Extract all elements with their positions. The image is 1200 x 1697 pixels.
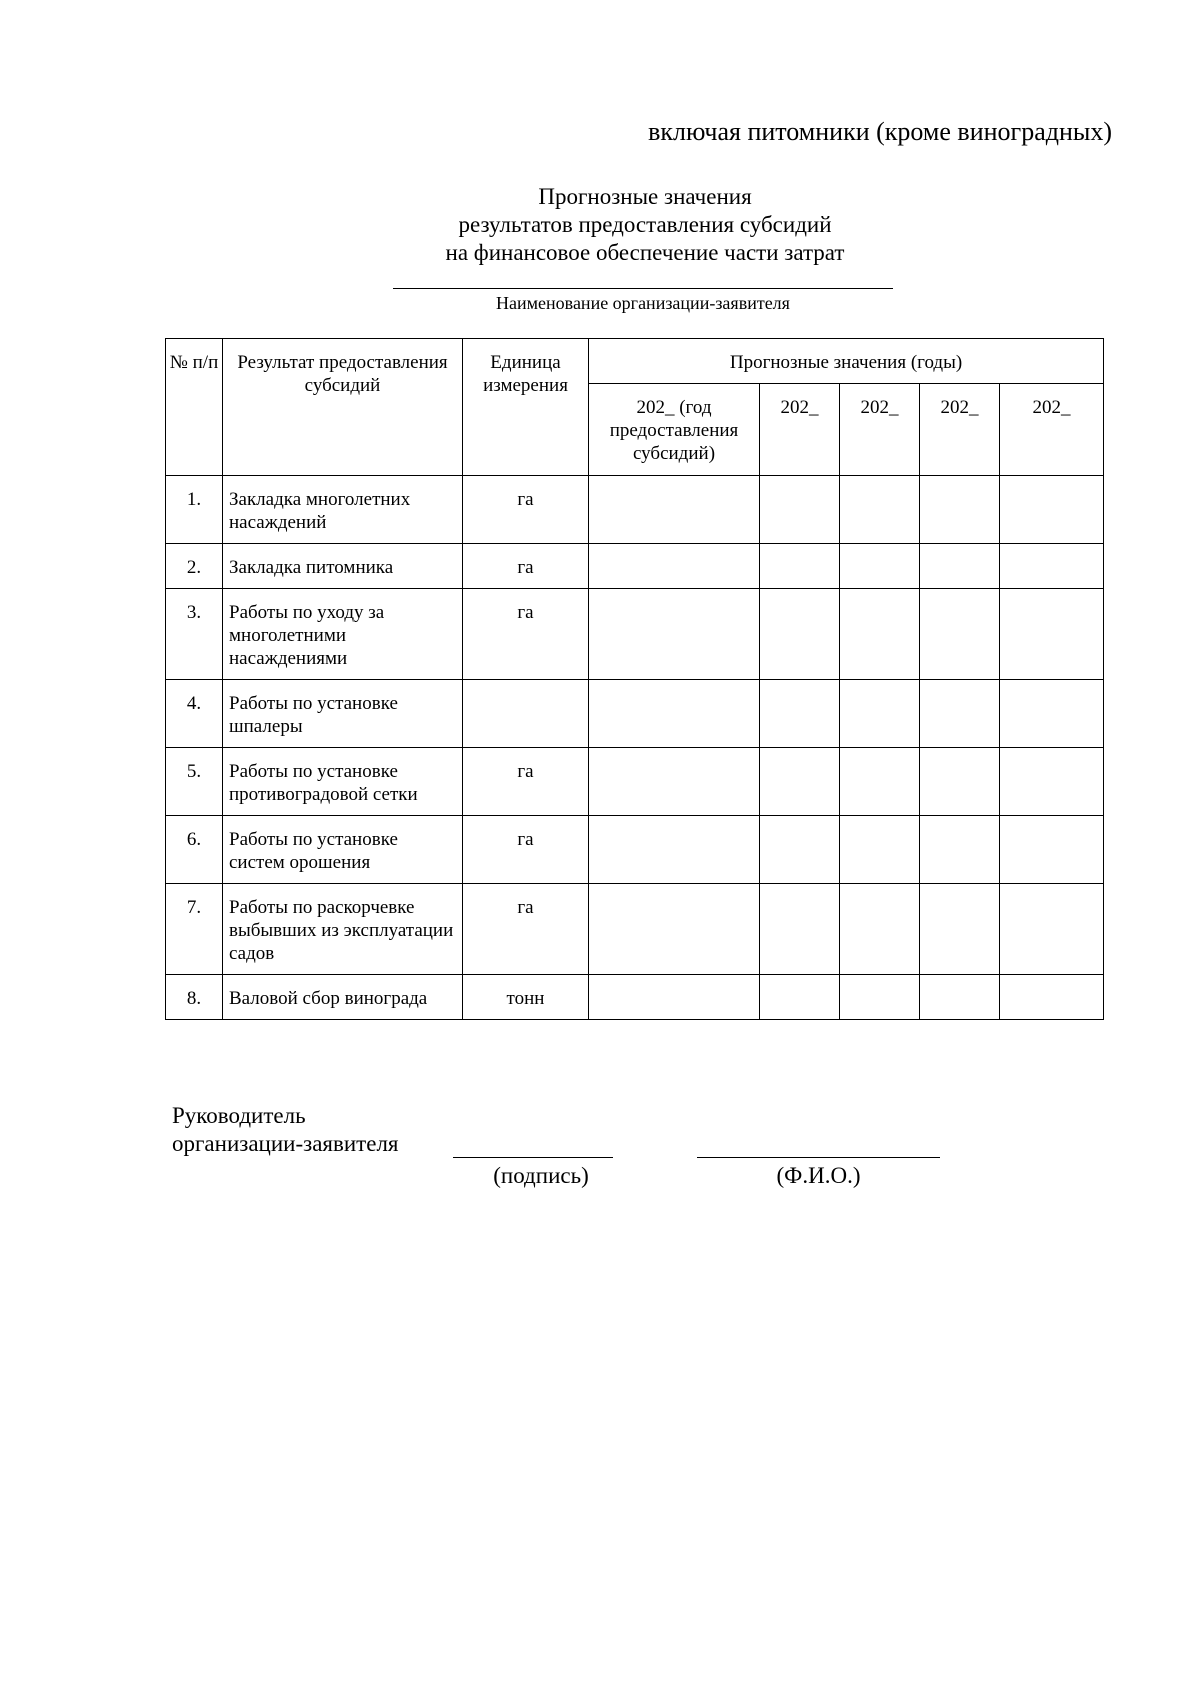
value-cell[interactable] bbox=[1000, 680, 1104, 748]
value-cell[interactable] bbox=[589, 589, 760, 680]
header-year-5: 202_ bbox=[1000, 384, 1104, 476]
title-line-3: на финансовое обеспечение части затрат bbox=[445, 240, 845, 265]
row-number: 5. bbox=[166, 748, 223, 816]
full-name-caption: (Ф.И.О.) bbox=[776, 1163, 861, 1188]
signature-caption: (подпись) bbox=[493, 1163, 589, 1188]
value-cell[interactable] bbox=[760, 884, 840, 975]
header-year-3: 202_ bbox=[840, 384, 920, 476]
row-unit: тонн bbox=[463, 975, 589, 1020]
value-cell[interactable] bbox=[920, 680, 1000, 748]
value-cell[interactable] bbox=[760, 589, 840, 680]
row-result: Работы по установке шпалеры bbox=[223, 680, 463, 748]
value-cell[interactable] bbox=[760, 816, 840, 884]
organization-name-line[interactable] bbox=[393, 288, 893, 289]
row-result: Валовой сбор винограда bbox=[223, 975, 463, 1020]
title-line-2: результатов предоставления субсидий bbox=[458, 212, 832, 237]
header-forecast: Прогнозные значения (годы) bbox=[589, 339, 1104, 384]
title-line-1: Прогнозные значения bbox=[538, 184, 752, 209]
full-name-line[interactable] bbox=[697, 1157, 940, 1158]
value-cell[interactable] bbox=[920, 748, 1000, 816]
header-num: № п/п bbox=[166, 339, 223, 476]
value-cell[interactable] bbox=[1000, 748, 1104, 816]
value-cell[interactable] bbox=[760, 748, 840, 816]
signature-role-line-1: Руководитель bbox=[172, 1103, 306, 1128]
document-title bbox=[300, 183, 990, 267]
value-cell[interactable] bbox=[840, 476, 920, 544]
row-unit: га bbox=[463, 884, 589, 975]
value-cell[interactable] bbox=[760, 544, 840, 589]
header-year-4: 202_ bbox=[920, 384, 1000, 476]
value-cell[interactable] bbox=[589, 476, 760, 544]
row-result: Работы по уходу за многолетними насаждениями bbox=[223, 589, 463, 680]
value-cell[interactable] bbox=[840, 544, 920, 589]
value-cell[interactable] bbox=[760, 680, 840, 748]
value-cell[interactable] bbox=[1000, 884, 1104, 975]
value-cell[interactable] bbox=[1000, 544, 1104, 589]
table-row bbox=[166, 748, 1104, 816]
value-cell[interactable] bbox=[920, 816, 1000, 884]
header-result: Результат предоставления субсидий bbox=[223, 339, 463, 476]
row-number: 1. bbox=[166, 476, 223, 544]
header-unit: Единица измерения bbox=[463, 339, 589, 476]
value-cell[interactable] bbox=[920, 884, 1000, 975]
row-number: 6. bbox=[166, 816, 223, 884]
row-unit: га bbox=[463, 748, 589, 816]
results-table bbox=[165, 338, 1104, 1020]
value-cell[interactable] bbox=[840, 816, 920, 884]
header-year-2: 202_ bbox=[760, 384, 840, 476]
table-row bbox=[166, 476, 1104, 544]
row-unit: га bbox=[463, 816, 589, 884]
table-row bbox=[166, 589, 1104, 680]
signature-role bbox=[172, 1102, 399, 1158]
row-unit: га bbox=[463, 544, 589, 589]
table-row bbox=[166, 816, 1104, 884]
value-cell[interactable] bbox=[1000, 816, 1104, 884]
value-cell[interactable] bbox=[589, 748, 760, 816]
value-cell[interactable] bbox=[920, 589, 1000, 680]
row-number: 4. bbox=[166, 680, 223, 748]
value-cell[interactable] bbox=[840, 589, 920, 680]
row-number: 3. bbox=[166, 589, 223, 680]
organization-caption: Наименование организации-заявителя bbox=[496, 293, 790, 313]
table-row bbox=[166, 680, 1104, 748]
value-cell[interactable] bbox=[840, 975, 920, 1020]
value-cell[interactable] bbox=[920, 476, 1000, 544]
row-unit: га bbox=[463, 476, 589, 544]
table-row bbox=[166, 544, 1104, 589]
row-number: 2. bbox=[166, 544, 223, 589]
row-result: Закладка многолетних насаждений bbox=[223, 476, 463, 544]
value-cell[interactable] bbox=[760, 476, 840, 544]
row-result: Работы по установке систем орошения bbox=[223, 816, 463, 884]
value-cell[interactable] bbox=[589, 544, 760, 589]
row-result: Закладка питомника bbox=[223, 544, 463, 589]
value-cell[interactable] bbox=[589, 680, 760, 748]
value-cell[interactable] bbox=[1000, 589, 1104, 680]
value-cell[interactable] bbox=[840, 884, 920, 975]
value-cell[interactable] bbox=[840, 748, 920, 816]
value-cell[interactable] bbox=[920, 544, 1000, 589]
row-result: Работы по установке противоградовой сетки bbox=[223, 748, 463, 816]
table-row bbox=[166, 975, 1104, 1020]
value-cell[interactable] bbox=[589, 816, 760, 884]
value-cell[interactable] bbox=[589, 884, 760, 975]
row-unit bbox=[463, 680, 589, 748]
value-cell[interactable] bbox=[589, 975, 760, 1020]
row-number: 8. bbox=[166, 975, 223, 1020]
row-number: 7. bbox=[166, 884, 223, 975]
value-cell[interactable] bbox=[1000, 476, 1104, 544]
row-unit: га bbox=[463, 589, 589, 680]
value-cell[interactable] bbox=[840, 680, 920, 748]
signature-role-line-2: организации-заявителя bbox=[172, 1131, 399, 1156]
signature-line[interactable] bbox=[453, 1157, 613, 1158]
row-result: Работы по раскорчевке выбывших из эксплуатации садов bbox=[223, 884, 463, 975]
table-row bbox=[166, 884, 1104, 975]
value-cell[interactable] bbox=[1000, 975, 1104, 1020]
header-year-1: 202_ (год предоставления субсидий) bbox=[589, 384, 760, 476]
value-cell[interactable] bbox=[760, 975, 840, 1020]
header-text: включая питомники (кроме виноградных) bbox=[648, 117, 1112, 146]
value-cell[interactable] bbox=[920, 975, 1000, 1020]
